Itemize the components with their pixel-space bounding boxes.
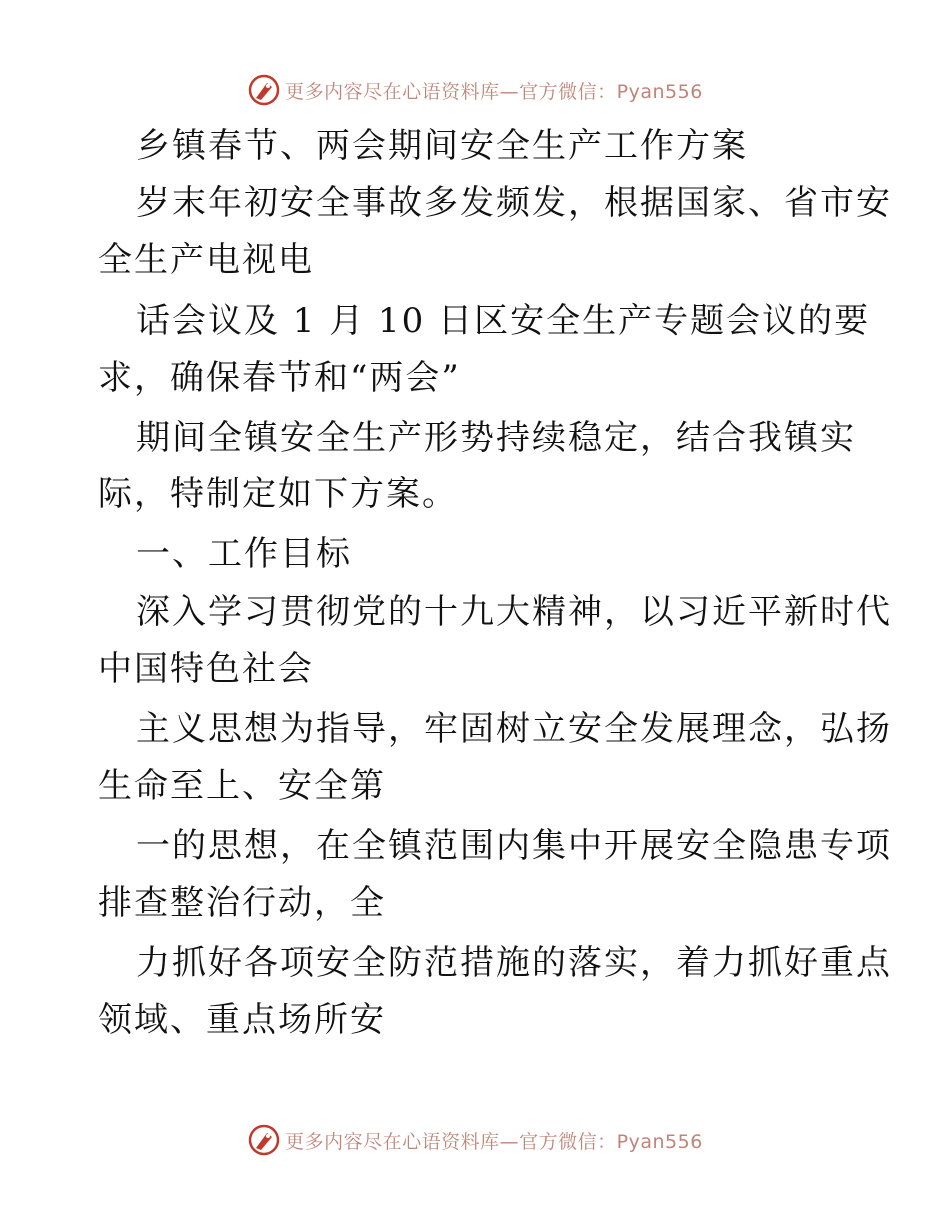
paragraph-line: 深入学习贯彻党的十九大精神，以习近平新时代 bbox=[136, 592, 892, 632]
paragraph-line: 求，确保春节和“两会” bbox=[98, 358, 461, 398]
pen-nib-logo-icon bbox=[247, 1123, 281, 1157]
document-title: 乡镇春节、两会期间安全生产工作方案 bbox=[136, 126, 748, 166]
paragraph-line: 主义思想为指导，牢固树立安全发展理念，弘扬 bbox=[136, 709, 892, 749]
paragraph-line: 全生产电视电 bbox=[98, 240, 314, 280]
paragraph-line: 岁末年初安全事故多发频发，根据国家、省市安 bbox=[136, 183, 892, 223]
footer-banner-text: 更多内容尽在心语资料库—官方微信：Pyan556 bbox=[285, 1130, 703, 1153]
paragraph-line: 排查整治行动，全 bbox=[98, 883, 386, 923]
paragraph-line: 际，特制定如下方案。 bbox=[98, 474, 458, 514]
paragraph-line: 一的思想，在全镇范围内集中开展安全隐患专项 bbox=[136, 826, 892, 866]
paragraph-line: 中国特色社会 bbox=[98, 649, 314, 689]
header-banner bbox=[0, 70, 950, 110]
paragraph-line: 力抓好各项安全防范措施的落实，着力抓好重点 bbox=[136, 943, 892, 983]
section-heading: 一、工作目标 bbox=[136, 534, 352, 574]
paragraph-line: 生命至上、安全第 bbox=[98, 766, 386, 806]
pen-nib-logo-icon bbox=[247, 73, 281, 107]
paragraph-line: 话会议及 1 月 10 日区安全生产专题会议的要 bbox=[136, 301, 871, 341]
paragraph-line: 期间全镇安全生产形势持续稳定，结合我镇实 bbox=[136, 418, 856, 458]
footer-banner bbox=[0, 1120, 950, 1160]
header-banner-text: 更多内容尽在心语资料库—官方微信：Pyan556 bbox=[285, 80, 703, 103]
paragraph-line: 领域、重点场所安 bbox=[98, 1000, 386, 1040]
